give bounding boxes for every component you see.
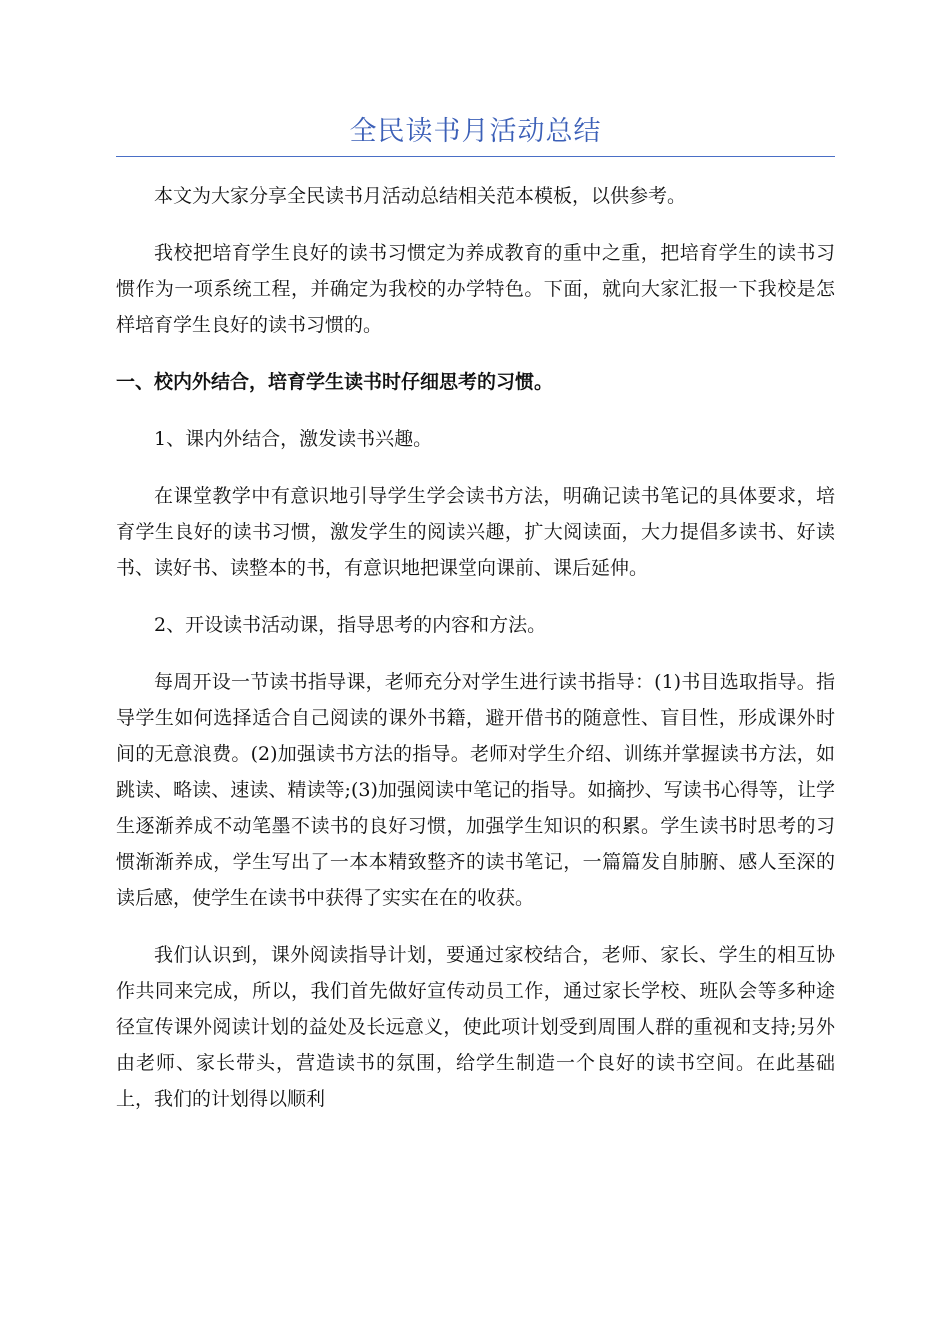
title-underline [116,156,835,157]
section-heading-1: 一、校内外结合，培育学生读书时仔细思考的习惯。 [116,371,554,393]
document-title: 全民读书月活动总结 [349,116,602,147]
paragraph-home-school: 我们认识到，课外阅读指导计划，要通过家校结合，老师、家长、学生的相互协作共同来完成，所以，我们首先做好宣传动员工作，通过家长学校、班队会等多种途径宣传课外阅读计划的益处及长远意义，使此项计划受到周围人群的重视和支持;另外由老师、家长带头，营造读书的氛围，给学生制造一个良好的读书空间。在此基础上，我们的计划得以顺利 [116,944,835,1110]
document-body [116,178,835,1117]
paragraph-overview: 我校把培育学生良好的读书习惯定为养成教育的重中之重，把培育学生的读书习惯作为一项系统工程，并确定为我校的办学特色。下面，就向大家汇报一下我校是怎样培育学生良好的读书习惯的。 [116,242,835,336]
subheading-1: 1、课内外结合，激发读书兴趣。 [154,428,433,450]
document-page [116,0,835,1138]
paragraph-classroom: 在课堂教学中有意识地引导学生学会读书方法，明确记读书笔记的具体要求，培育学生良好的读书习惯，激发学生的阅读兴趣，扩大阅读面，大力提倡多读书、好读书、读好书、读整本的书，有意识地把课堂向课前、课后延伸。 [116,485,835,579]
paragraph-intro: 本文为大家分享全民读书月活动总结相关范本模板，以供参考。 [154,185,687,207]
subheading-2: 2、开设读书活动课，指导思考的内容和方法。 [154,614,547,636]
paragraph-weekly-class: 每周开设一节读书指导课，老师充分对学生进行读书指导：(1)书目选取指导。指导学生如何选择适合自己阅读的课外书籍，避开借书的随意性、盲目性，形成课外时间的无意浪费。(2)加强读书方法的指导。老师对学生介绍、训练并掌握读书方法，如跳读、略读、速读、精读等;(3)加强阅读中笔记的指导。如摘抄、写读书心得等，让学生逐渐养成不动笔墨不读书的良好习惯，加强学生知识的积累。学生读书时思考的习惯渐渐养成，学生写出了一本本精致整齐的读书笔记，一篇篇发自肺腑、感人至深的读后感，使学生在读书中获得了实实在在的收获。 [116,671,835,909]
